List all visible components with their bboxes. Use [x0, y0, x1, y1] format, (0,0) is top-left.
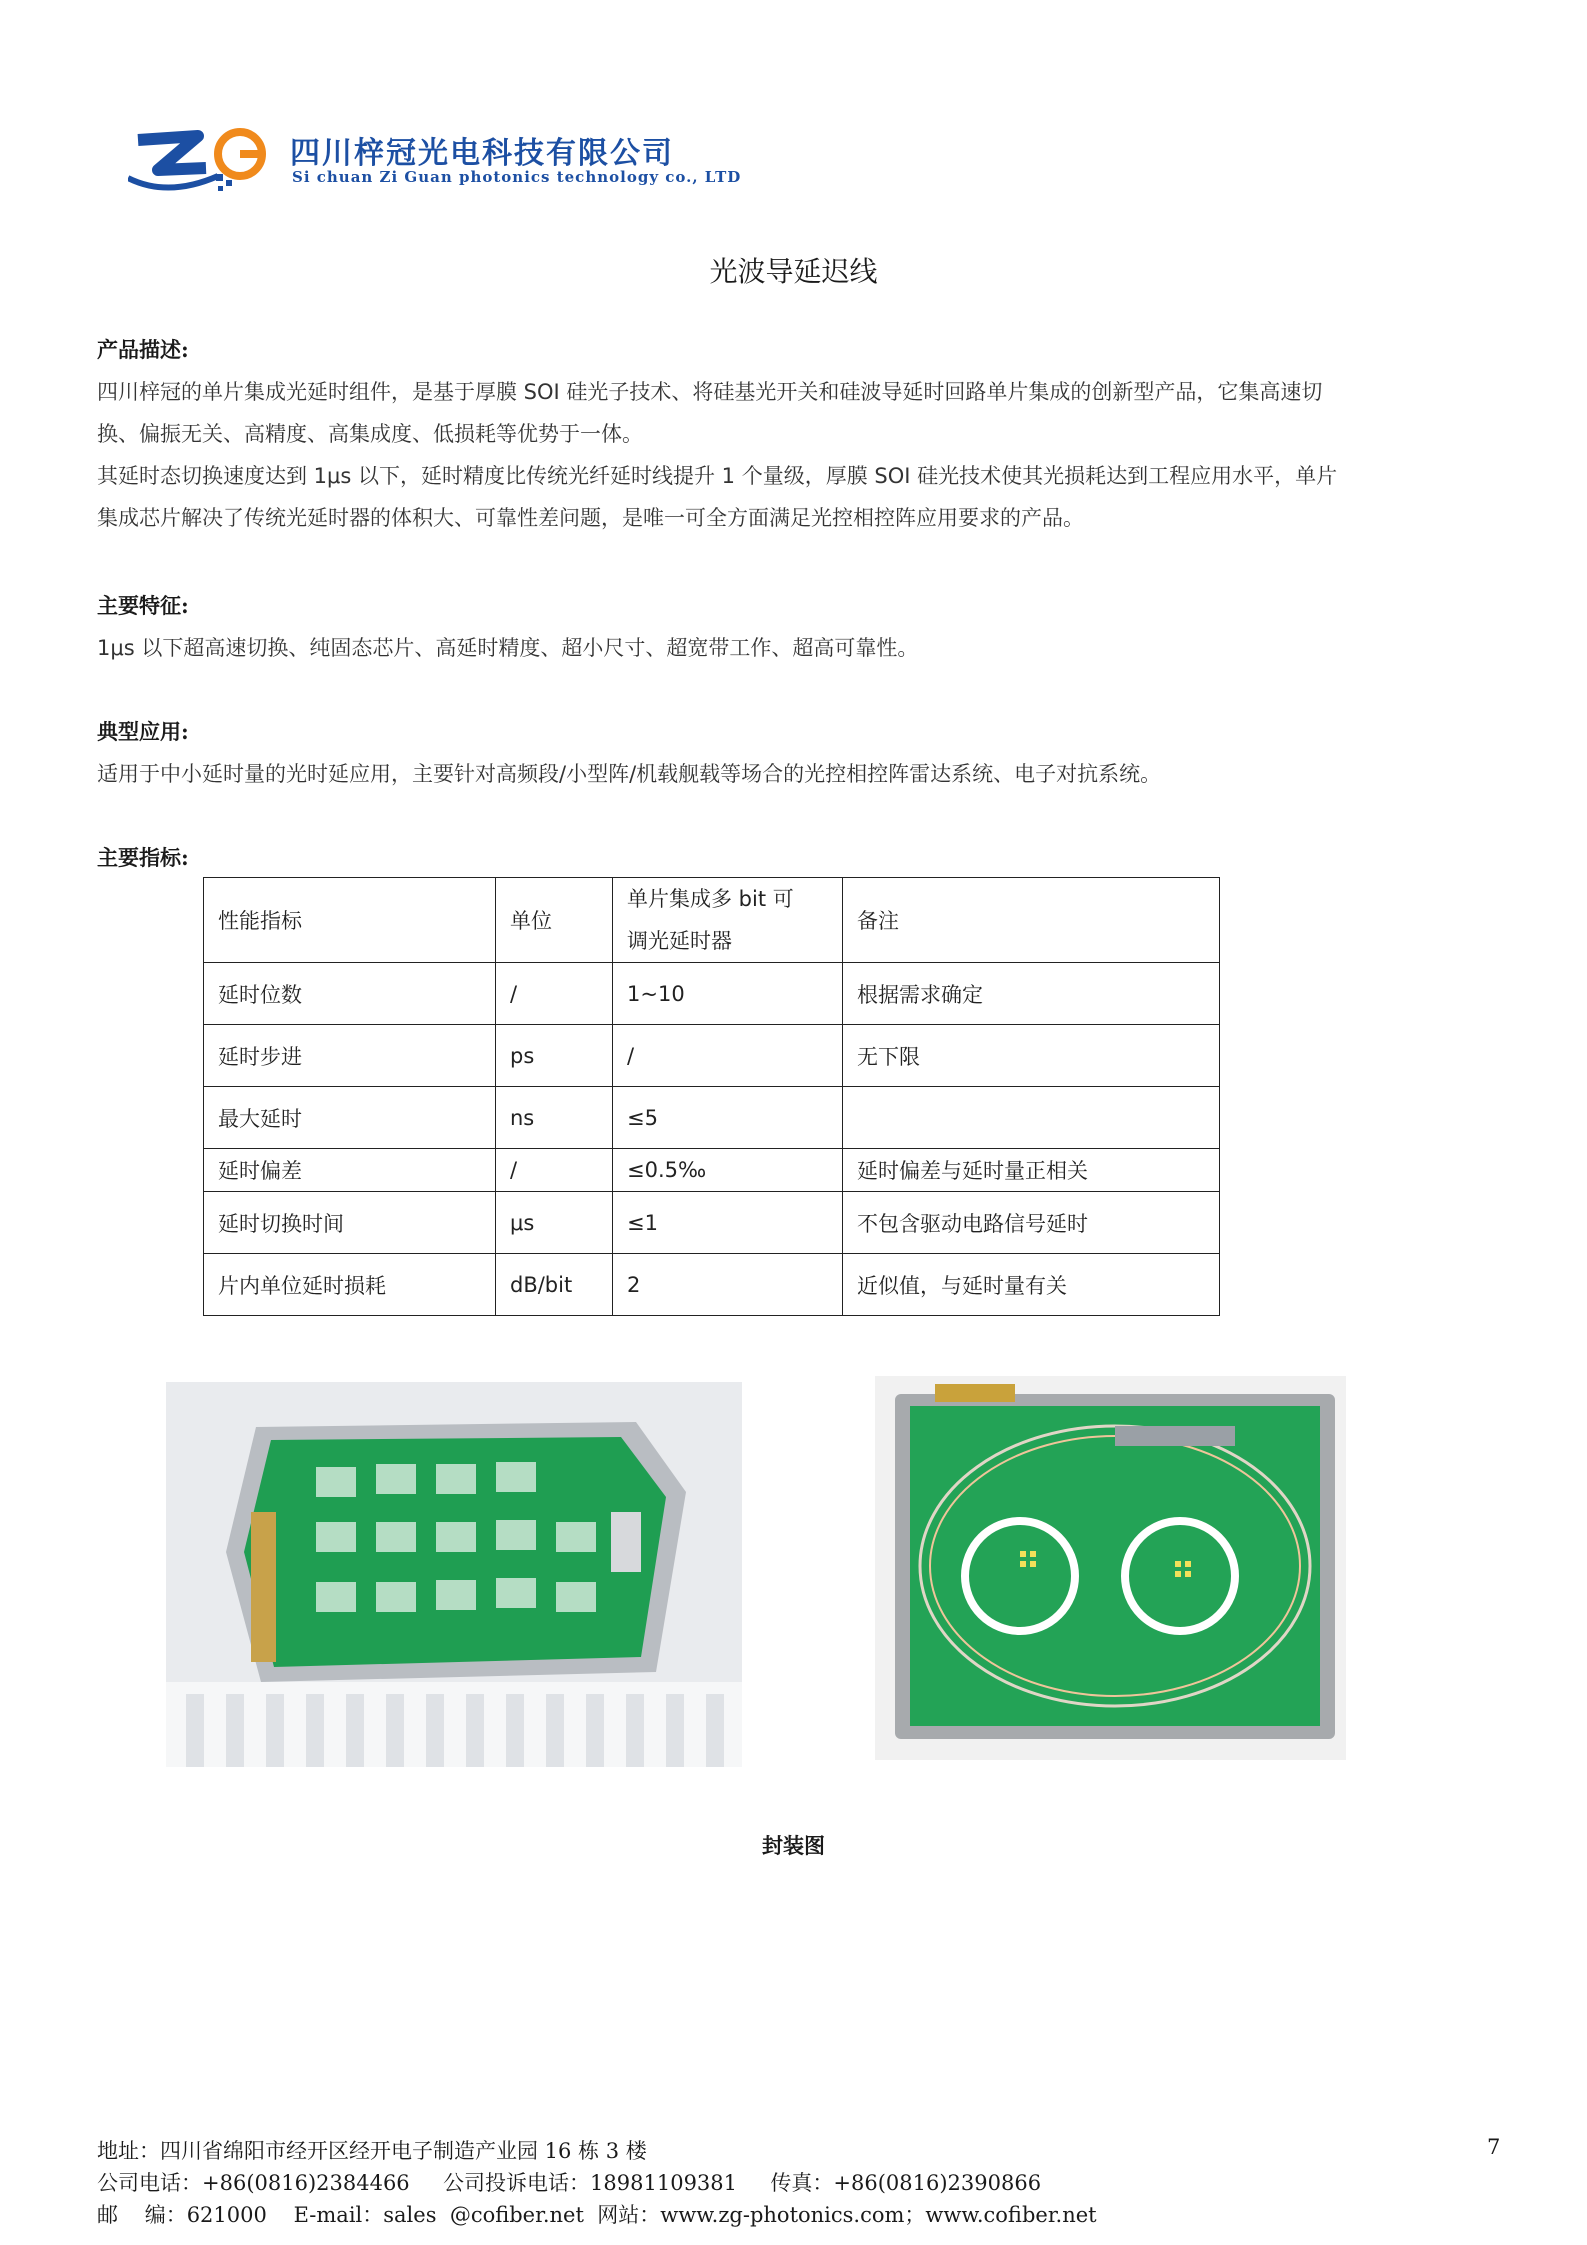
table-cell: 延时切换时间 [204, 1192, 496, 1254]
table-cell: 延时位数 [204, 963, 496, 1025]
table-cell [843, 1087, 1220, 1149]
company-logo [128, 118, 278, 200]
table-cell: 不包含驱动电路信号延时 [843, 1192, 1220, 1254]
table-cell: / [496, 1149, 613, 1192]
description-line: 集成芯片解决了传统光延时器的体积大、可靠性差问题，是唯一可全方面满足光控相控阵应用要求的产品。 [97, 506, 1084, 530]
features-text: 1μs 以下超高速切换、纯固态芯片、高延时精度、超小尺寸、超宽带工作、超高可靠性。 [97, 636, 919, 660]
table-row [204, 1025, 1220, 1087]
table-row [204, 1087, 1220, 1149]
table-cell: μs [496, 1192, 613, 1254]
table-cell: / [496, 963, 613, 1025]
table-cell: ns [496, 1087, 613, 1149]
document-title: 光波导延迟线 [709, 255, 878, 288]
table-row [204, 1254, 1220, 1316]
company-name-cn: 四川梓冠光电科技有限公司 [290, 136, 674, 171]
description-line: 其延时态切换速度达到 1μs 以下，延时精度比传统光纤延时线提升 1 个量级，厚膜 SOI 硅光技术使其光损耗达到工程应用水平，单片 [97, 464, 1338, 488]
table-header-line: 调光延时器 [627, 929, 732, 953]
package-photo-left [166, 1382, 742, 1767]
description-line: 四川梓冠的单片集成光延时组件，是基于厚膜 SOI 硅光子技术、将硅基光开关和硅波导延时回路单片集成的创新型产品，它集高速切 [97, 380, 1323, 404]
description-heading: 产品描述: [97, 337, 189, 362]
table-cell: ps [496, 1025, 613, 1087]
footer-address: 地址：四川省绵阳市经开区经开电子制造产业园 16 栋 3 楼 [97, 2139, 647, 2163]
table-header-line: 单片集成多 bit 可 [627, 887, 794, 911]
table-cell: / [613, 1025, 843, 1087]
figure-caption: 封装图 [762, 1833, 825, 1858]
spec-table [203, 877, 1220, 1316]
table-header-cell [613, 878, 843, 963]
table-cell: 2 [613, 1254, 843, 1316]
footer-contact: 邮 编：621000 E-mail：sales @cofiber.net 网站：www.zg-photonics.com；www.cofiber.net [97, 2203, 1097, 2227]
specs-heading: 主要指标: [97, 845, 189, 870]
table-cell: ≤1 [613, 1192, 843, 1254]
table-header-row [204, 878, 1220, 963]
page-number: 7 [1487, 2135, 1501, 2159]
table-cell: dB/bit [496, 1254, 613, 1316]
table-row [204, 963, 1220, 1025]
description-paragraph [97, 371, 1497, 539]
table-cell: 最大延时 [204, 1087, 496, 1149]
features-heading: 主要特征: [97, 593, 189, 618]
table-cell: 近似值，与延时量有关 [843, 1254, 1220, 1316]
table-header-cell: 备注 [843, 878, 1220, 963]
table-row [204, 1149, 1220, 1192]
table-cell: 根据需求确定 [843, 963, 1220, 1025]
table-cell: 延时偏差 [204, 1149, 496, 1192]
description-line: 换、偏振无关、高精度、高集成度、低损耗等优势于一体。 [97, 422, 643, 446]
applications-heading: 典型应用: [97, 719, 189, 744]
table-cell: ≤0.5‰ [613, 1149, 843, 1192]
applications-text: 适用于中小延时量的光时延应用，主要针对高频段/小型阵/机载舰载等场合的光控相控阵雷达系统、电子对抗系统。 [97, 762, 1162, 786]
table-cell: 延时步进 [204, 1025, 496, 1087]
table-cell: 无下限 [843, 1025, 1220, 1087]
table-cell: 延时偏差与延时量正相关 [843, 1149, 1220, 1192]
table-header-cell: 单位 [496, 878, 613, 963]
table-cell: 1~10 [613, 963, 843, 1025]
table-cell: 片内单位延时损耗 [204, 1254, 496, 1316]
footer-phone: 公司电话：+86(0816)2384466 公司投诉电话：18981109381 传真：+86(0816)2390866 [97, 2171, 1042, 2195]
table-row [204, 1192, 1220, 1254]
table-header-cell: 性能指标 [204, 878, 496, 963]
company-name-en: Si chuan Zi Guan photonics technology co., LTD [292, 168, 742, 186]
table-cell: ≤5 [613, 1087, 843, 1149]
package-photo-right [875, 1376, 1346, 1760]
